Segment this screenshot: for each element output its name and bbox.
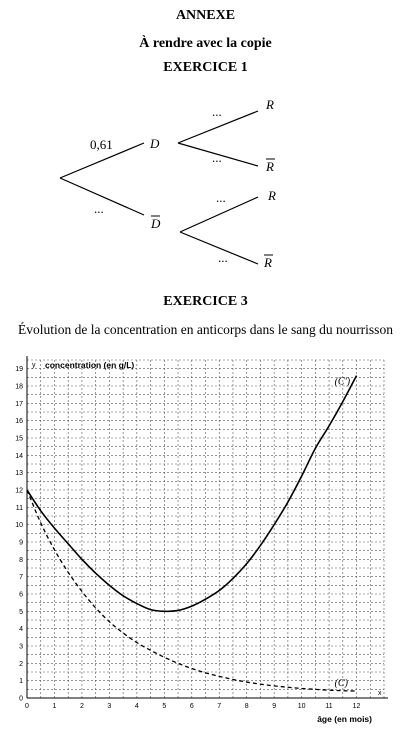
y-tick-label: 6: [19, 591, 23, 599]
x-tick-label: 5: [162, 703, 167, 710]
x-tick-label: 7: [217, 703, 222, 710]
chart-grid: [27, 360, 384, 698]
y-tick-label: 0: [19, 695, 23, 703]
y-tick-label: 3: [19, 643, 23, 651]
y-tick-label: 18: [15, 383, 23, 391]
y-axis-label: concentration (en g/L): [45, 360, 135, 370]
y-tick-label: 10: [15, 522, 23, 530]
x-tick-label: 1: [52, 703, 57, 710]
leaf-r-2: R: [268, 188, 276, 203]
y-tick-label: 2: [19, 660, 23, 668]
prob-top-r: ...: [212, 104, 222, 119]
x-tick-label: 12: [352, 703, 361, 710]
exercise-3-title: EXERCICE 3: [163, 294, 248, 309]
x-axis-label: âge (en mois): [317, 714, 372, 724]
y-tick-label: 1: [19, 678, 23, 686]
x-tick-label: 4: [134, 703, 139, 710]
x-tick-label: 6: [189, 703, 194, 710]
exercise-1-title: EXERCICE 1: [163, 60, 248, 75]
y-tick-label: 7: [19, 574, 23, 582]
chart-ticks: [15, 366, 360, 710]
leaf-r-1: R: [266, 97, 274, 112]
y-tick-label: 15: [15, 435, 23, 443]
x-tick-label: 0: [25, 703, 29, 710]
x-tick-label: 3: [107, 703, 112, 710]
prob-root-top: 0,61: [90, 137, 113, 152]
chart-axes: [27, 356, 388, 698]
curve-label-c: (C): [334, 677, 348, 689]
y-tick-label: 12: [15, 487, 23, 495]
leaf-rbar-2: R: [264, 255, 272, 270]
y-tick-label: 14: [15, 452, 23, 460]
annex-title: ANNEXE: [175, 8, 236, 23]
chart-title: Évolution de la concentration en anticorps dans le sang du nourrisson: [18, 322, 393, 337]
prob-bottom-rbar: ...: [218, 250, 228, 265]
node-d-bar: D: [151, 216, 161, 231]
x-tick-label: 10: [297, 703, 306, 710]
prob-root-bottom: ...: [94, 201, 104, 216]
annex-subtitle: À rendre avec la copie: [139, 36, 272, 51]
y-tick-label: 9: [19, 539, 23, 547]
y-tick-label: 13: [15, 470, 23, 478]
prob-bottom-r: ...: [216, 190, 226, 205]
leaf-rbar-1: R: [266, 159, 274, 174]
node-d: D: [150, 136, 160, 151]
x-tick-label: 8: [244, 703, 249, 710]
x-tick-label: 9: [272, 703, 277, 710]
y-axis-letter: y: [32, 362, 36, 369]
curve-label-c-prime: (C'): [334, 376, 351, 388]
y-tick-label: 8: [19, 556, 23, 564]
y-tick-label: 4: [19, 626, 23, 634]
prob-top-rbar: ...: [212, 150, 222, 165]
y-tick-label: 11: [15, 504, 23, 512]
y-tick-label: 16: [15, 418, 23, 426]
x-tick-label: 11: [325, 703, 333, 710]
x-axis-letter: x: [378, 690, 382, 697]
y-tick-label: 5: [19, 608, 23, 616]
y-tick-label: 17: [15, 400, 23, 408]
y-tick-label: 19: [15, 366, 23, 374]
x-tick-label: 2: [79, 703, 84, 710]
